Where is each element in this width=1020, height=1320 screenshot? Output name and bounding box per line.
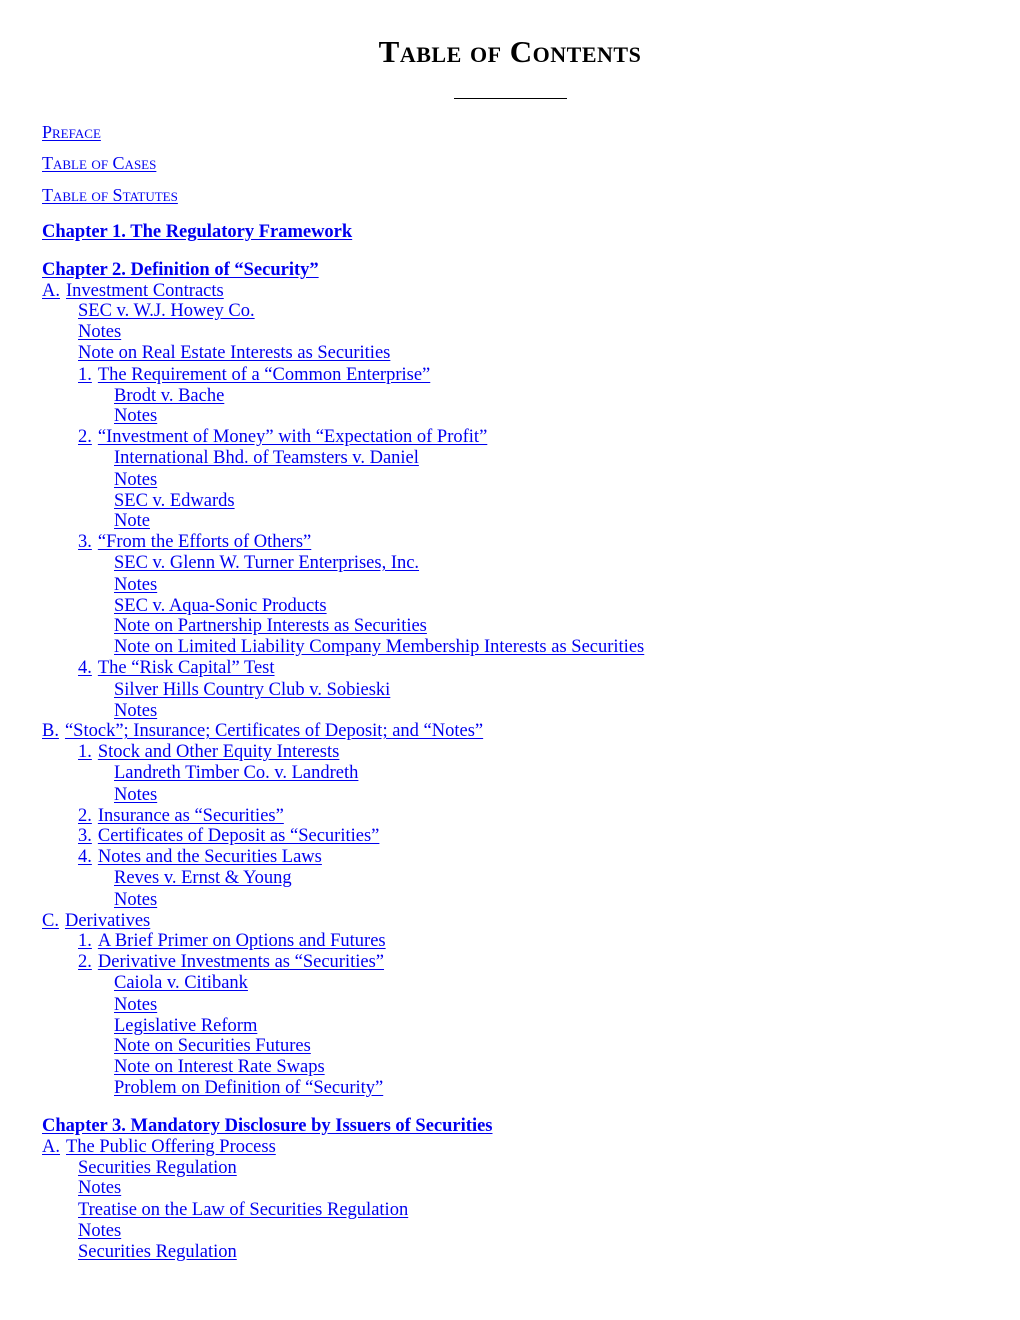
toc-entry-row bbox=[114, 637, 644, 658]
toc-chapter-3-row bbox=[42, 1116, 493, 1137]
toc-subsection-row bbox=[78, 826, 379, 847]
toc-link-teamsters[interactable]: International Bhd. of Teamsters v. Daniel bbox=[114, 448, 419, 468]
toc-entry-row bbox=[114, 701, 157, 722]
toc-entry-row bbox=[114, 553, 419, 574]
toc-entry-row bbox=[114, 680, 390, 701]
toc-link-aqua-sonic[interactable]: SEC v. Aqua-Sonic Products bbox=[114, 596, 327, 616]
toc-preface-row bbox=[42, 122, 101, 144]
toc-subsection-row bbox=[78, 952, 384, 973]
toc-entry-row bbox=[114, 890, 157, 911]
subsection-label[interactable]: 3. bbox=[78, 826, 92, 846]
toc-entry-row bbox=[114, 470, 157, 491]
toc-entry-row bbox=[114, 1078, 383, 1099]
section-label[interactable]: B. bbox=[42, 721, 59, 741]
toc-entry-row bbox=[114, 406, 157, 427]
toc-link-howey[interactable]: SEC v. W.J. Howey Co. bbox=[78, 301, 255, 321]
toc-link-notes[interactable]: Notes bbox=[114, 406, 158, 426]
toc-link-chapter-2[interactable]: Chapter 2. Definition of “Security” bbox=[42, 260, 319, 280]
toc-chapter-1-row bbox=[42, 222, 352, 243]
subsection-label[interactable]: 2. bbox=[78, 952, 92, 972]
toc-entry-row bbox=[114, 995, 157, 1016]
toc-link-notes[interactable]: Notes bbox=[114, 995, 158, 1015]
subsection-label[interactable]: 3. bbox=[78, 532, 92, 552]
toc-link-preface[interactable]: Preface bbox=[42, 122, 101, 142]
toc-link-reves[interactable]: Reves v. Ernst & Young bbox=[114, 868, 292, 888]
subsection-label[interactable]: 2. bbox=[78, 427, 92, 447]
toc-link-note[interactable]: Note bbox=[114, 511, 150, 531]
toc-section-row bbox=[42, 911, 150, 932]
toc-entry-row bbox=[114, 1016, 257, 1037]
toc-entry-row bbox=[114, 973, 248, 994]
toc-link-turner[interactable]: SEC v. Glenn W. Turner Enterprises, Inc. bbox=[114, 553, 420, 573]
toc-link-insurance[interactable]: Insurance as “Securities” bbox=[97, 806, 284, 826]
toc-link-securities-futures-note[interactable]: Note on Securities Futures bbox=[114, 1036, 311, 1056]
toc-link-investment-of-money[interactable]: “Investment of Money” with “Expectation of Profit” bbox=[97, 427, 488, 447]
section-label[interactable]: A. bbox=[42, 281, 60, 301]
toc-entry-row bbox=[78, 1158, 237, 1179]
toc-link-brodt[interactable]: Brodt v. Bache bbox=[114, 386, 225, 406]
toc-subsection-row bbox=[78, 806, 284, 827]
toc-link-definition-problem[interactable]: Problem on Definition of “Security” bbox=[114, 1078, 384, 1098]
toc-subsection-row bbox=[78, 427, 487, 448]
toc-subsection-row bbox=[78, 658, 275, 679]
toc-entry-row bbox=[78, 343, 390, 364]
subsection-label[interactable]: 4. bbox=[78, 658, 92, 678]
toc-entry-row bbox=[114, 785, 157, 806]
toc-entry-row bbox=[78, 1200, 408, 1221]
toc-link-landreth[interactable]: Landreth Timber Co. v. Landreth bbox=[114, 763, 359, 783]
subsection-label[interactable]: 1. bbox=[78, 365, 92, 385]
toc-subsection-row bbox=[78, 847, 322, 868]
toc-entry-row bbox=[114, 511, 150, 532]
toc-link-common-enterprise[interactable]: The Requirement of a “Common Enterprise” bbox=[97, 365, 431, 385]
subsection-label[interactable]: 2. bbox=[78, 806, 92, 826]
toc-entry-row bbox=[114, 448, 419, 469]
section-label[interactable]: A. bbox=[42, 1137, 60, 1157]
toc-link-investment-contracts[interactable]: Investment Contracts bbox=[66, 281, 224, 301]
toc-entry-row bbox=[114, 1057, 325, 1078]
toc-subsection-row bbox=[78, 742, 339, 763]
toc-entry-row bbox=[78, 1221, 121, 1242]
toc-link-stock-equity[interactable]: Stock and Other Equity Interests bbox=[97, 742, 340, 762]
toc-link-partnership-note[interactable]: Note on Partnership Interests as Securities bbox=[114, 616, 427, 636]
toc-link-derivatives[interactable]: Derivatives bbox=[64, 911, 151, 931]
toc-link-chapter-3[interactable]: Chapter 3. Mandatory Disclosure by Issuers of Securities bbox=[42, 1116, 493, 1136]
toc-subsection-row bbox=[78, 532, 311, 553]
toc-link-securities-regulation[interactable]: Securities Regulation bbox=[78, 1242, 237, 1262]
toc-link-notes[interactable]: Notes bbox=[78, 1178, 122, 1198]
toc-link-securities-regulation[interactable]: Securities Regulation bbox=[78, 1158, 237, 1178]
toc-entry-row bbox=[114, 386, 224, 407]
toc-entry-row bbox=[78, 301, 255, 322]
toc-link-real-estate-note[interactable]: Note on Real Estate Interests as Securities bbox=[78, 343, 391, 363]
toc-subsection-row bbox=[78, 365, 430, 386]
toc-link-notes[interactable]: Notes bbox=[114, 890, 158, 910]
toc-link-public-offering-process[interactable]: The Public Offering Process bbox=[66, 1137, 276, 1157]
toc-link-efforts-of-others[interactable]: “From the Efforts of Others” bbox=[97, 532, 312, 552]
toc-link-notes[interactable]: Notes bbox=[78, 322, 122, 342]
toc-link-notes[interactable]: Notes bbox=[114, 701, 158, 721]
toc-link-certificates-of-deposit[interactable]: Certificates of Deposit as “Securities” bbox=[97, 826, 380, 846]
toc-entry-row bbox=[114, 1036, 311, 1057]
toc-link-treatise[interactable]: Treatise on the Law of Securities Regulation bbox=[78, 1200, 409, 1220]
toc-link-derivative-investments[interactable]: Derivative Investments as “Securities” bbox=[97, 952, 385, 972]
toc-link-interest-rate-swaps-note[interactable]: Note on Interest Rate Swaps bbox=[114, 1057, 325, 1077]
toc-link-edwards[interactable]: SEC v. Edwards bbox=[114, 491, 235, 511]
toc-link-notes-securities-laws[interactable]: Notes and the Securities Laws bbox=[97, 847, 322, 867]
toc-link-notes[interactable]: Notes bbox=[114, 575, 158, 595]
toc-entry-row bbox=[78, 1178, 121, 1199]
page-title: Table of Contents bbox=[378, 34, 642, 69]
toc-section-row bbox=[42, 1137, 276, 1158]
toc-entry-row bbox=[78, 1242, 237, 1263]
toc-link-table-of-statutes[interactable]: Table of Statutes bbox=[42, 185, 178, 205]
toc-link-notes[interactable]: Notes bbox=[114, 470, 158, 490]
toc-link-options-futures-primer[interactable]: A Brief Primer on Options and Futures bbox=[97, 931, 386, 951]
toc-link-llc-note[interactable]: Note on Limited Liability Company Membership Interests as Securities bbox=[114, 637, 645, 657]
subsection-label[interactable]: 1. bbox=[78, 742, 92, 762]
toc-link-silver-hills[interactable]: Silver Hills Country Club v. Sobieski bbox=[114, 680, 391, 700]
section-label[interactable]: C. bbox=[42, 911, 59, 931]
toc-entry-row bbox=[114, 491, 235, 512]
toc-entry-row bbox=[78, 322, 121, 343]
toc-link-risk-capital[interactable]: The “Risk Capital” Test bbox=[97, 658, 275, 678]
toc-link-notes[interactable]: Notes bbox=[114, 785, 158, 805]
toc-link-table-of-cases[interactable]: Table of Cases bbox=[42, 153, 157, 173]
toc-link-caiola[interactable]: Caiola v. Citibank bbox=[114, 973, 248, 993]
toc-entry-row bbox=[114, 763, 358, 784]
toc-chapter-2-row bbox=[42, 260, 319, 281]
subsection-label[interactable]: 4. bbox=[78, 847, 92, 867]
toc-section-row bbox=[42, 281, 224, 302]
toc-link-legislative-reform[interactable]: Legislative Reform bbox=[114, 1016, 258, 1036]
toc-subsection-row bbox=[78, 931, 386, 952]
subsection-label[interactable]: 1. bbox=[78, 931, 92, 951]
toc-section-row bbox=[42, 721, 483, 742]
toc-cases-row bbox=[42, 153, 156, 175]
toc-link-chapter-1[interactable]: Chapter 1. The Regulatory Framework bbox=[42, 222, 353, 242]
toc-statutes-row bbox=[42, 185, 178, 207]
toc-entry-row bbox=[114, 616, 427, 637]
toc-link-notes[interactable]: Notes bbox=[78, 1221, 122, 1241]
toc-entry-row bbox=[114, 575, 157, 596]
toc-entry-row bbox=[114, 596, 327, 617]
toc-link-stock-insurance[interactable]: “Stock”; Insurance; Certificates of Deposit; and “Notes” bbox=[64, 721, 484, 741]
toc-entry-row bbox=[114, 868, 292, 889]
